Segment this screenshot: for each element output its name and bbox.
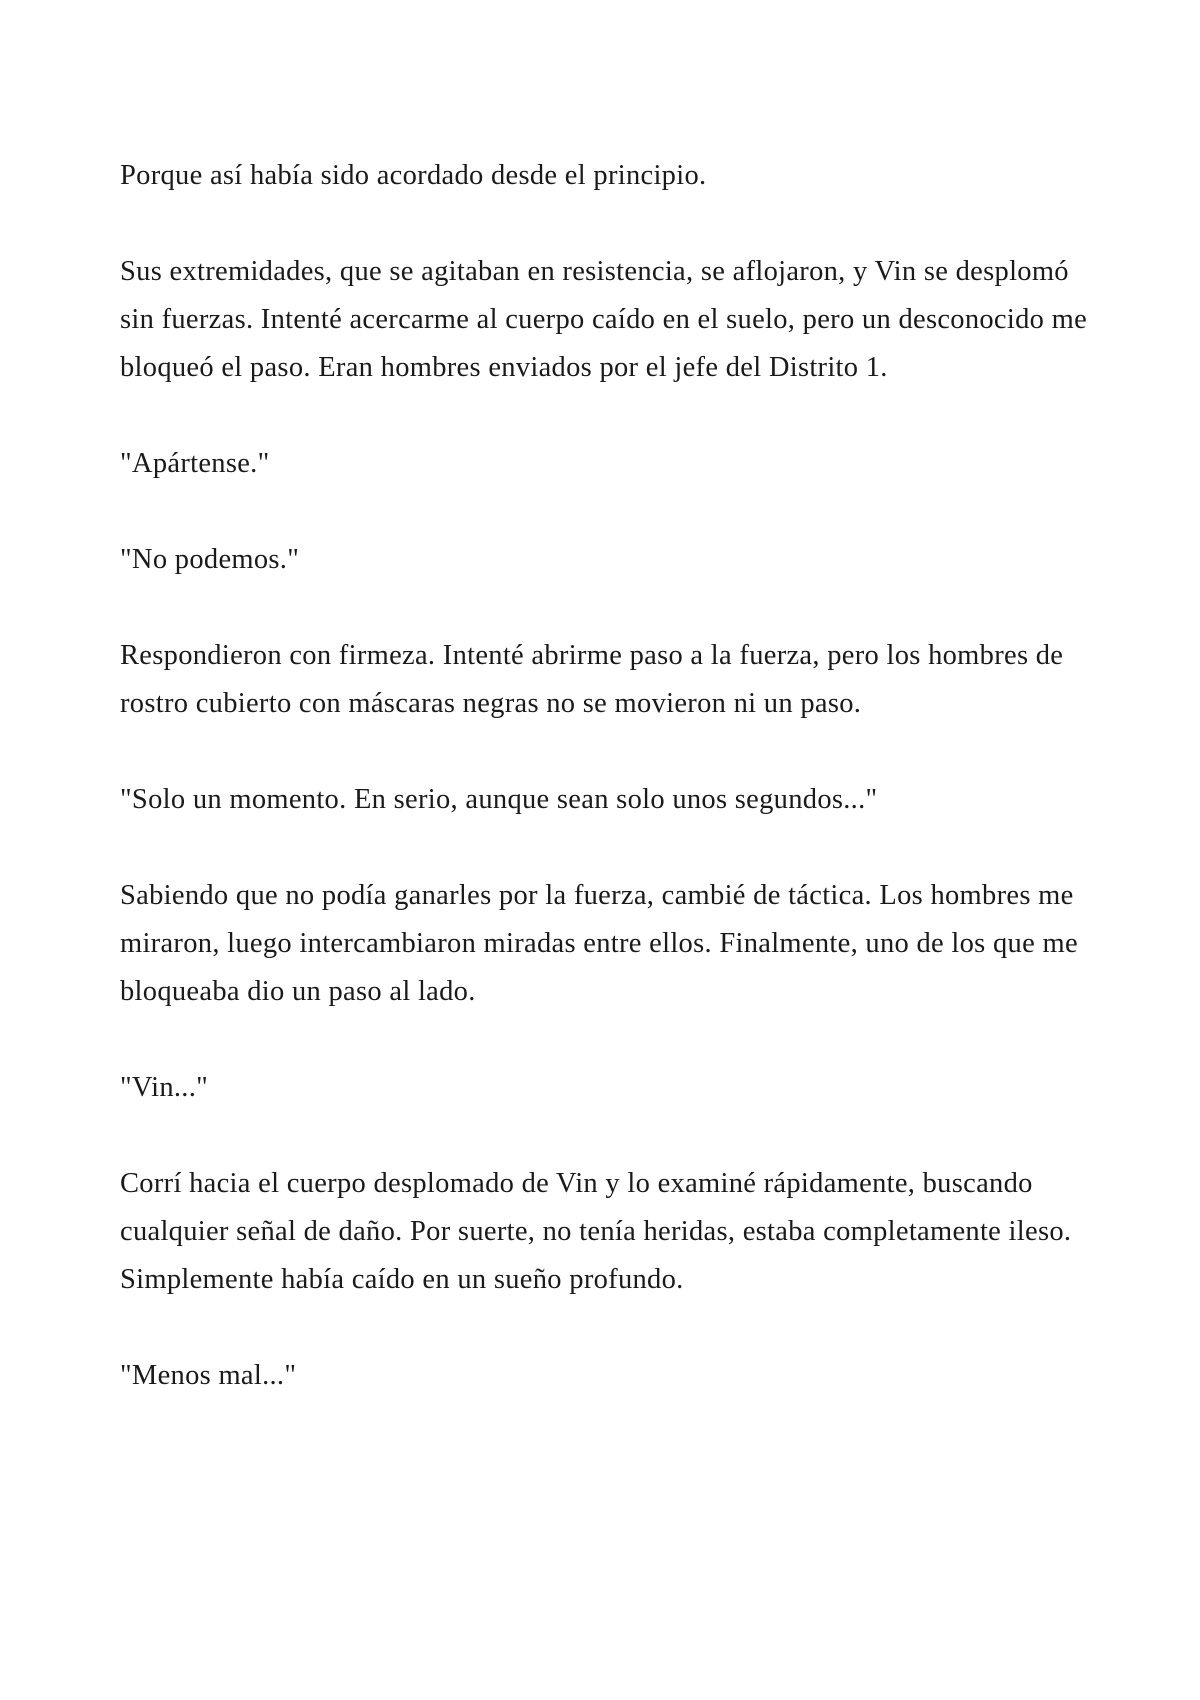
document-page: [120, 152, 1100, 1448]
paragraph: Sus extremidades, que se agitaban en resistencia, se aflojaron, y Vin se desplomó sin fuerzas. Intenté acercarme al cuerpo caído en el suelo, pero un desconocido me bloqueó el paso. Eran hombres enviados por el jefe del Distrito 1.: [120, 256, 1088, 383]
paragraph: "Vin...": [120, 1072, 209, 1103]
paragraph: "Menos mal...": [120, 1360, 297, 1391]
paragraph: "No podemos.": [120, 544, 300, 575]
paragraph: Porque así había sido acordado desde el principio.: [120, 160, 707, 191]
paragraph: Corrí hacia el cuerpo desplomado de Vin y lo examiné rápidamente, buscando cualquier señal de daño. Por suerte, no tenía heridas, estaba completamente ileso. Simplemente había caído en un sueño profundo.: [120, 1168, 1072, 1295]
paragraph: "Apártense.": [120, 448, 270, 479]
paragraph: Respondieron con firmeza. Intenté abrirme paso a la fuerza, pero los hombres de rostro cubierto con máscaras negras no se movieron ni un paso.: [120, 640, 1064, 719]
paragraph: Sabiendo que no podía ganarles por la fuerza, cambié de táctica. Los hombres me miraron, luego intercambiaron miradas entre ellos. Finalmente, uno de los que me bloqueaba dio un paso al lado.: [120, 880, 1078, 1007]
paragraph: "Solo un momento. En serio, aunque sean solo unos segundos...": [120, 784, 878, 815]
